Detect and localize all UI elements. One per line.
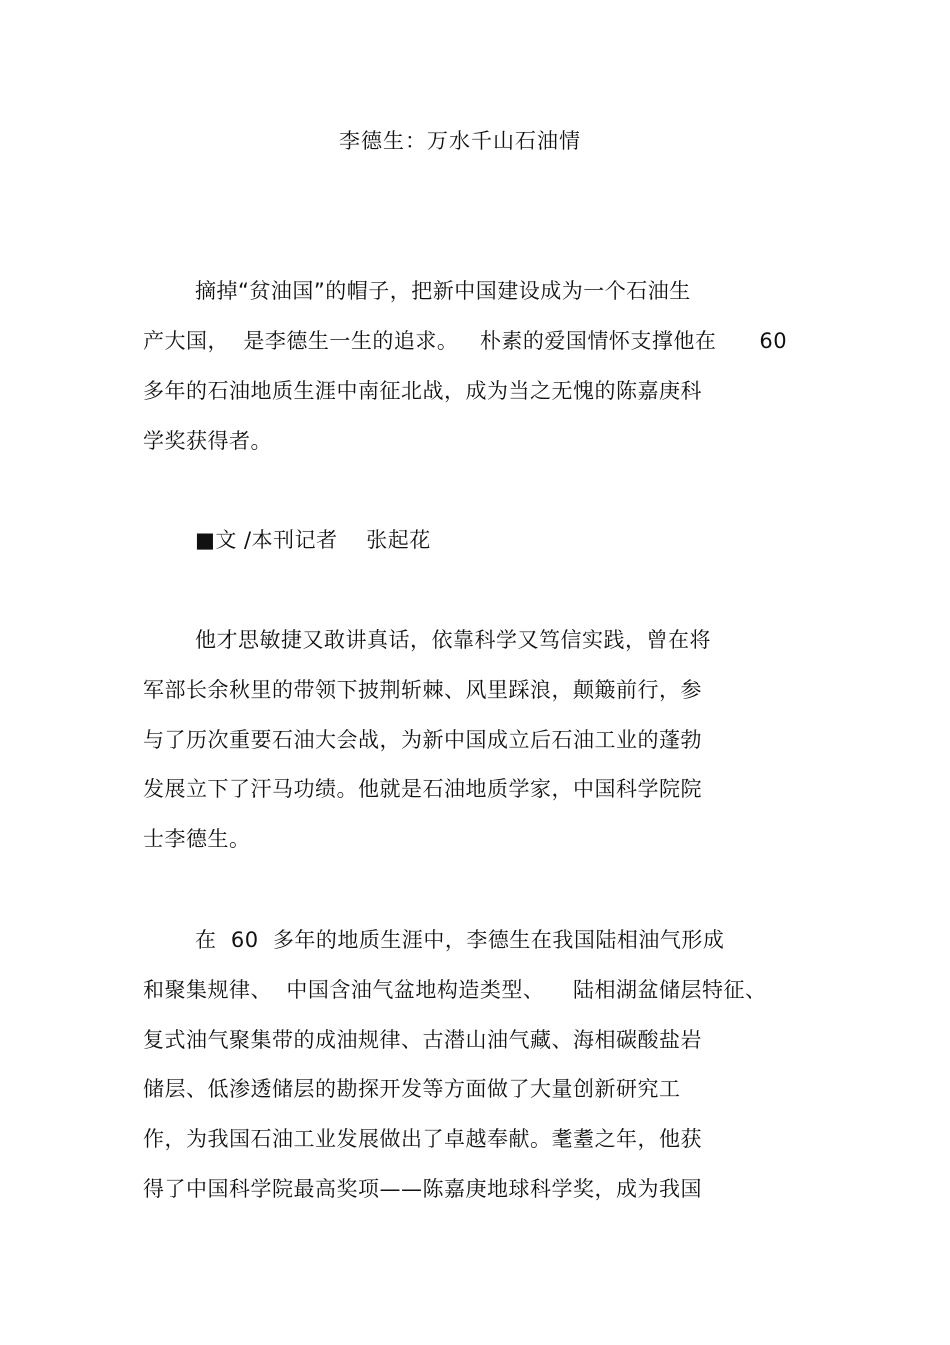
paragraph-line: 与了历次重要石油大会战，为新中国成立后石油工业的蓬勃: [143, 728, 702, 752]
paragraph-line: 储层、低渗透储层的勘探开发等方面做了大量创新研究工: [143, 1077, 681, 1101]
paragraph-line: 得了中国科学院最高奖项——陈嘉庚地球科学奖，成为我国: [143, 1177, 702, 1201]
byline: ■文 /本刊记者 张起花: [195, 528, 431, 552]
abstract-line: 摘掉“贫油国”的帽子，把新中国建设成为一个石油生: [195, 279, 691, 303]
paragraph-line: 在 60 多年的地质生涯中，李德生在我国陆相油气形成: [195, 928, 725, 952]
paragraph-line: 作，为我国石油工业发展做出了卓越奉献。耄耋之年，他获: [143, 1127, 702, 1151]
paragraph-line: 发展立下了汗马功绩。他就是石油地质学家，中国科学院院: [143, 777, 702, 801]
abstract-line: 多年的石油地质生涯中南征北战，成为当之无愧的陈嘉庚科: [143, 379, 702, 403]
paragraph-line: 和聚集规律、 中国含油气盆地构造类型、 陆相湖盆储层特征、: [143, 978, 767, 1002]
paragraph-line: 军部长余秋里的带领下披荆斩棘、风里踩浪，颠簸前行，参: [143, 678, 702, 702]
document-title: 李德生：万水千山石油情: [339, 129, 581, 153]
abstract-line: 产大国， 是李德生一生的追求。 朴素的爱国情怀支撑他在 60: [143, 329, 788, 353]
paragraph-line: 复式油气聚集带的成油规律、古潜山油气藏、海相碳酸盐岩: [143, 1028, 702, 1052]
abstract-line: 学奖获得者。: [143, 429, 272, 453]
paragraph-line: 士李德生。: [143, 827, 251, 851]
paragraph-line: 他才思敏捷又敢讲真话，依靠科学又笃信实践，曾在将: [195, 628, 711, 652]
